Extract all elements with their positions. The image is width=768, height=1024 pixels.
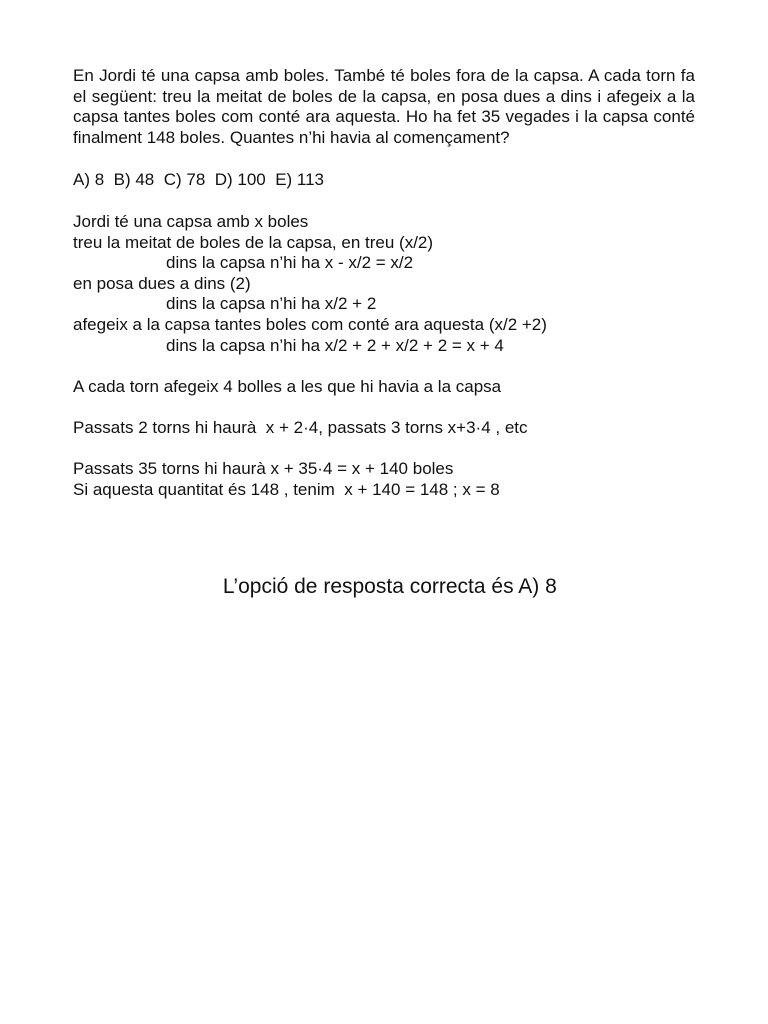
solution-line: dins la capsa n’hi ha x/2 + 2 — [166, 294, 377, 314]
solution-line: dins la capsa n’hi ha x - x/2 = x/2 — [166, 253, 414, 273]
solution-line: Passats 2 torns hi haurà x + 2·4, passats 3 torns x+3·4 , etc — [73, 417, 528, 437]
solution-line: dins la capsa n’hi ha x/2 + 2 + x/2 + 2 = x + 4 — [166, 335, 504, 355]
solution-line: A cada torn afegeix 4 bolles a les que hi havia a la capsa — [73, 376, 502, 396]
spacer — [73, 356, 695, 377]
solution-line: Si aquesta quantitat és 148 , tenim x + 140 = 148 ; x = 8 — [73, 479, 500, 499]
final-answer-text: L’opció de resposta correcta és A) 8 — [222, 575, 557, 598]
spacer — [73, 439, 695, 460]
solution-line: Jordi té una capsa amb x boles — [73, 211, 309, 231]
solution — [73, 212, 695, 500]
answer-options: A) 8 B) 48 C) 78 D) 100 E) 113 — [73, 170, 325, 190]
solution-line: en posa dues a dins (2) — [73, 273, 251, 293]
spacer — [73, 397, 695, 418]
final-answer — [0, 548, 768, 600]
problem-statement: En Jordi té una capsa amb boles. També té boles fora de la capsa. A cada torn fa el següent: treu la meitat de boles de la capsa, en posa dues a dins i afegeix a la capsa tantes boles com conté ara aquesta. Ho ha fet 35 vegades i la capsa conté finalment 148 boles. Quantes n’hi havia al començament? — [73, 66, 695, 147]
document-body — [73, 66, 695, 500]
solution-line: treu la meitat de boles de la capsa, en treu (x/2) — [73, 232, 434, 252]
solution-line: afegeix a la capsa tantes boles com conté ara aquesta (x/2 +2) — [73, 314, 547, 334]
solution-line: Passats 35 torns hi haurà x + 35·4 = x + 140 boles — [73, 459, 454, 479]
